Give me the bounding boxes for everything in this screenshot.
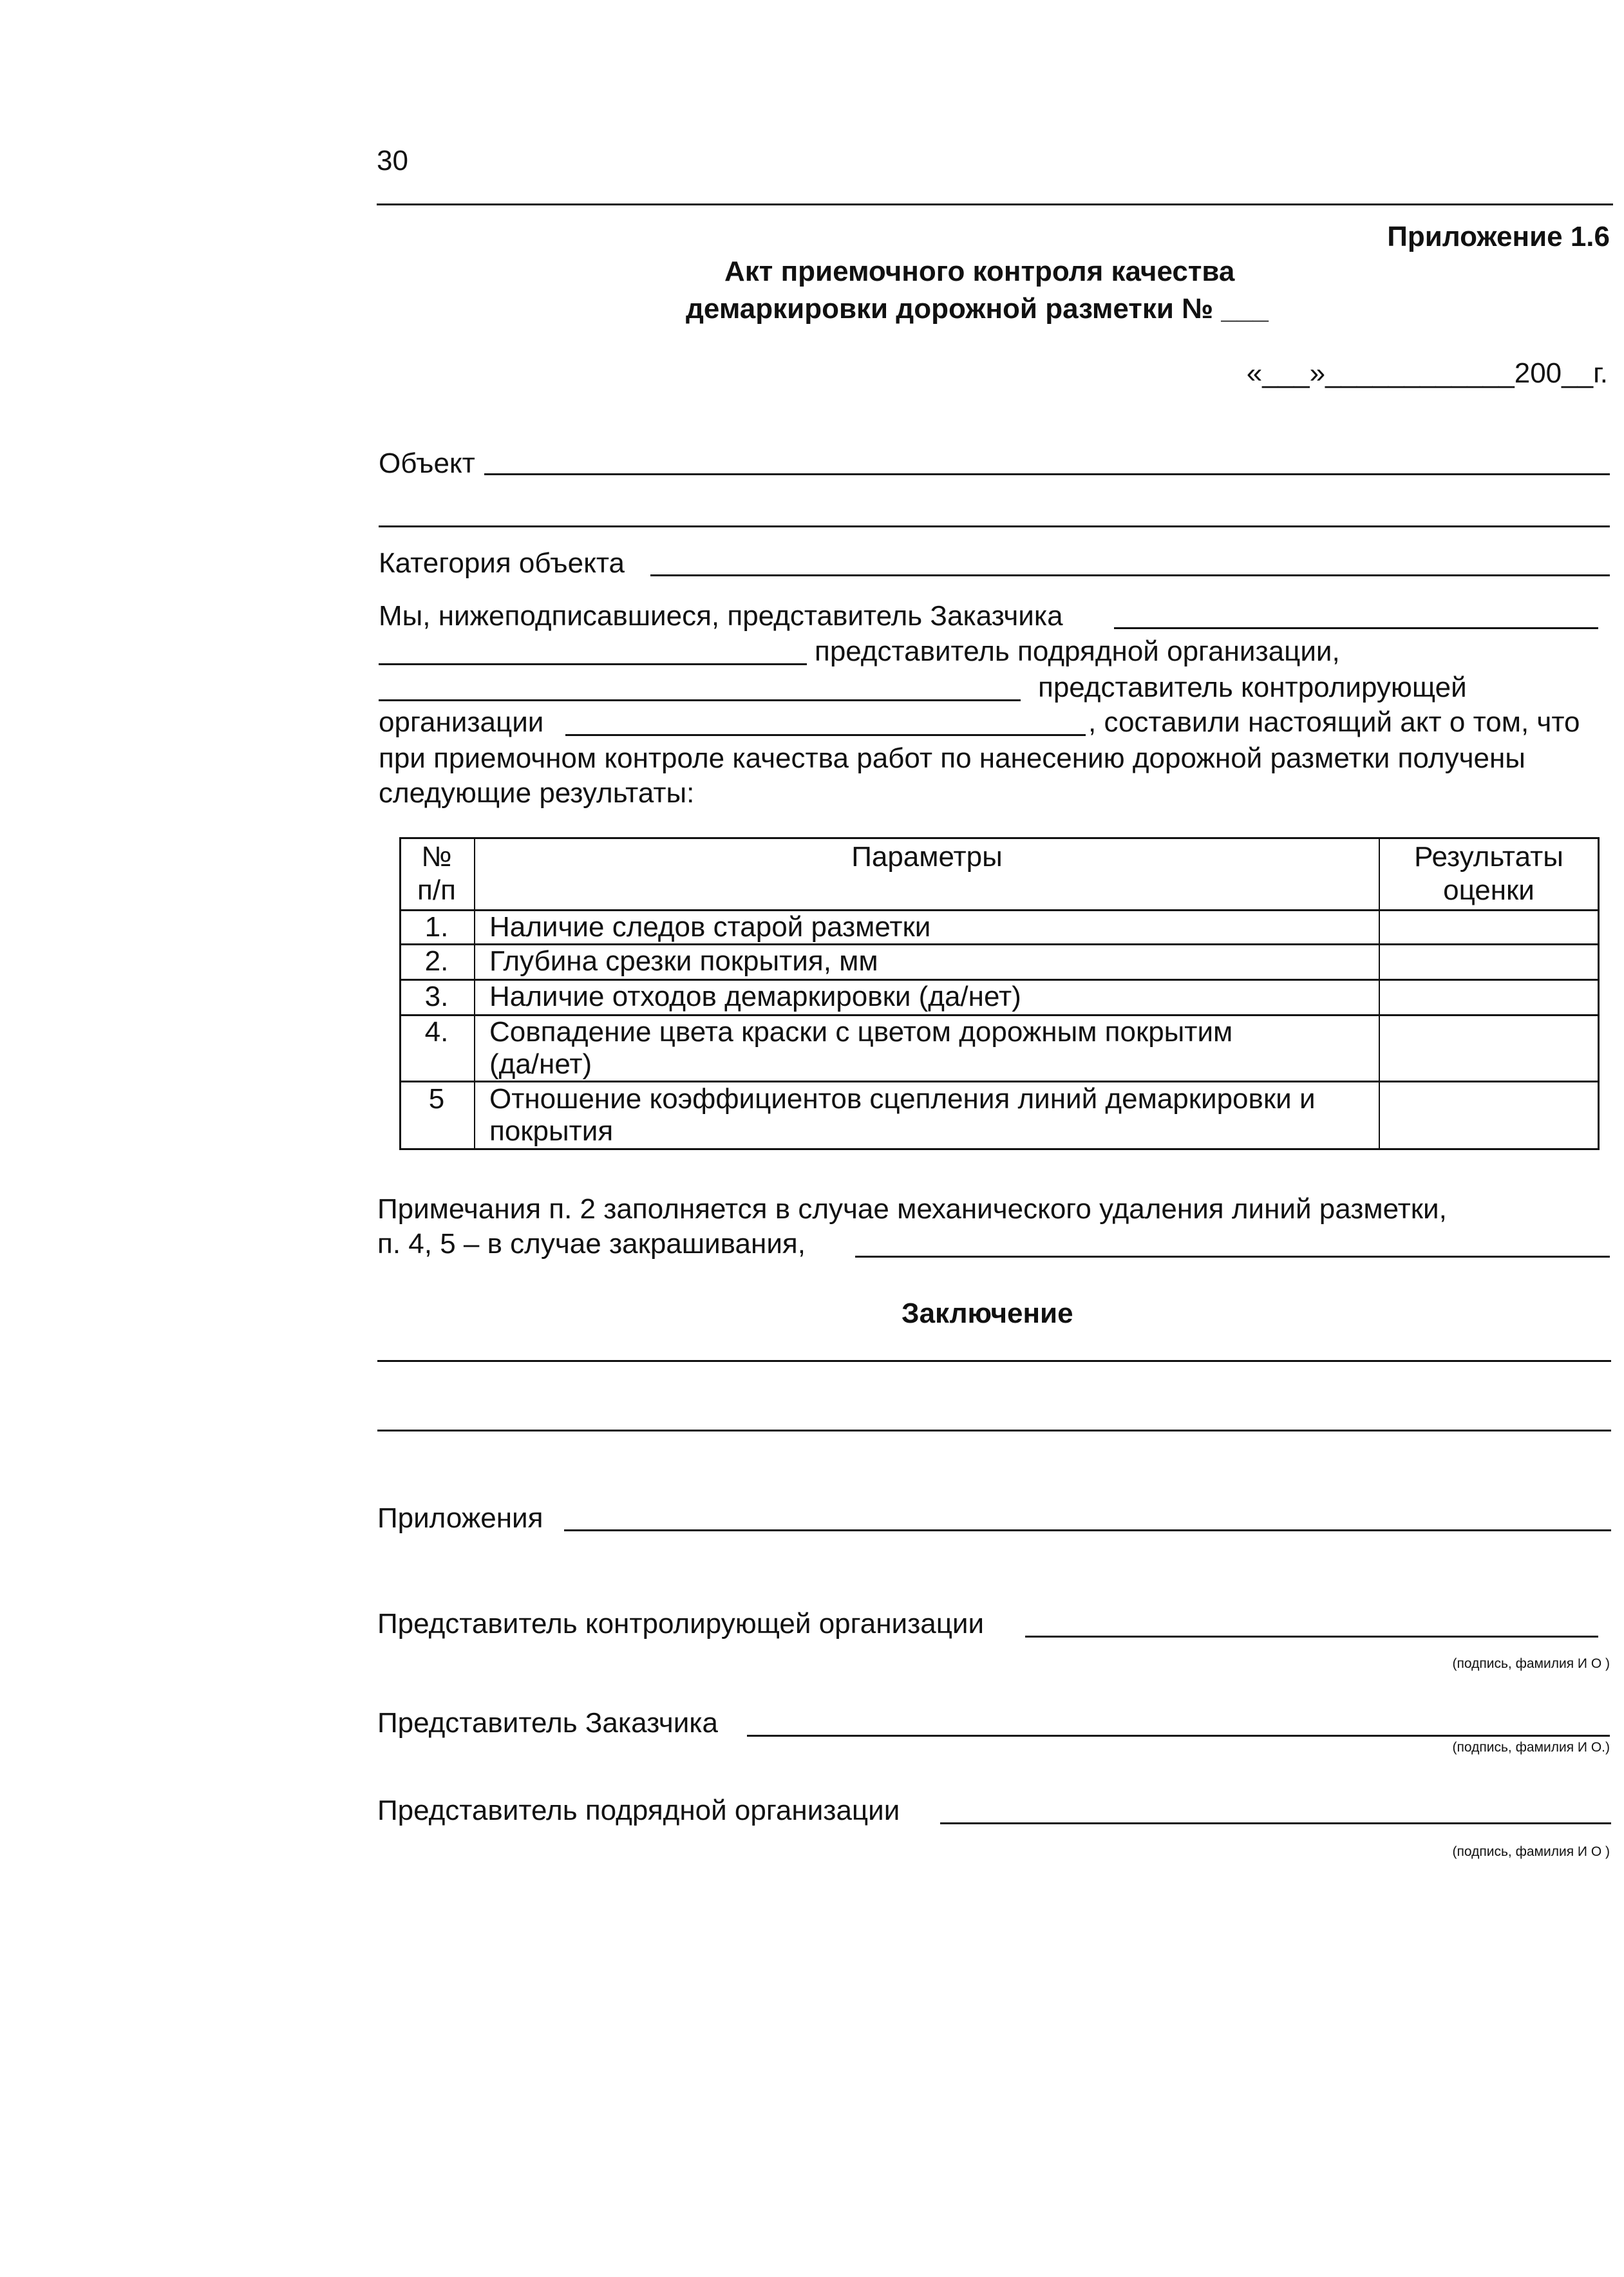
row-2-param: Глубина срезки покрытия, мм [489, 945, 878, 977]
doc-title-line1: Акт приемочного контроля качества [724, 256, 1235, 287]
row-4-num: 4. [424, 1016, 449, 1048]
attachments-label: Приложения [377, 1502, 543, 1534]
signature-customer-field[interactable] [747, 1735, 1610, 1737]
header-results-line2: оценки [1443, 874, 1534, 906]
table-border-top [399, 837, 1600, 839]
row-4-param-line2: (да/нет) [489, 1048, 592, 1080]
date-line: «___»____________200__г. [1246, 357, 1608, 389]
conclusion-field-line2[interactable] [377, 1430, 1611, 1431]
header-parameters: Параметры [851, 841, 1003, 873]
header-num-line1: № [421, 841, 452, 873]
notes-line2: п. 4, 5 – в случае закрашивания, [377, 1228, 806, 1260]
row-5-num: 5 [428, 1083, 445, 1115]
row-3-num: 3. [424, 981, 449, 1012]
row-5-param-line1: Отношение коэффициентов сцепления линий демаркировки и [489, 1083, 1316, 1115]
signature-contractor-label: Представитель подрядной организации [377, 1795, 900, 1826]
signature-contractor-field[interactable] [940, 1822, 1611, 1824]
contractor-rep-field[interactable] [379, 663, 807, 665]
row-5-param-line2: покрытия [489, 1115, 614, 1147]
results-intro-line1: при приемочном контроле качества работ по нанесению дорожной разметки получены [379, 742, 1525, 774]
object-field[interactable] [484, 473, 1610, 475]
table-border-right [1598, 837, 1600, 1150]
page-number: 30 [377, 145, 408, 176]
signature-contractor-hint: (подпись, фамилия И О ) [1452, 1844, 1610, 1859]
signature-customer-hint: (подпись, фамилия И О.) [1452, 1740, 1610, 1755]
row-4-param-line1: Совпадение цвета краски с цветом дорожным покрытим [489, 1016, 1233, 1048]
control-rep-field[interactable] [379, 699, 1021, 701]
organization-field[interactable] [565, 734, 1086, 736]
appendix-label: Приложение 1.6 [1387, 221, 1610, 252]
header-results-line1: Результаты [1414, 841, 1563, 873]
category-field[interactable] [650, 574, 1610, 576]
row-3-param: Наличие отходов демаркировки (да/нет) [489, 981, 1021, 1012]
contractor-rep-text: представитель подрядной организации, [815, 636, 1340, 667]
customer-rep-field[interactable] [1114, 627, 1598, 629]
doc-title-line2: демаркировки дорожной разметки № ___ [686, 293, 1269, 325]
row-2-num: 2. [424, 945, 449, 977]
control-rep-text: представитель контролирующей [1038, 672, 1467, 703]
table-col-divider [474, 837, 475, 1150]
header-num-line2: п/п [417, 874, 456, 906]
compiled-text: , составили настоящий акт о том, что [1088, 706, 1580, 738]
results-table [399, 837, 1600, 1150]
attachments-field[interactable] [564, 1529, 1611, 1531]
signature-control-org-label: Представитель контролирующей организации [377, 1608, 985, 1639]
signature-customer-label: Представитель Заказчика [377, 1707, 718, 1739]
category-label: Категория объекта [379, 547, 625, 579]
we-undersigned-text: Мы, нижеподписавшиеся, представитель Заказчика [379, 600, 1063, 632]
object-field-continuation[interactable] [379, 525, 1610, 527]
notes-field[interactable] [855, 1256, 1610, 1258]
results-intro-line2: следующие результаты: [379, 777, 695, 809]
conclusion-field-line1[interactable] [377, 1360, 1611, 1362]
signature-control-org-field[interactable] [1025, 1636, 1598, 1638]
row-1-param: Наличие следов старой разметки [489, 911, 931, 943]
header-rule [377, 203, 1613, 205]
organization-label: организации [379, 706, 544, 738]
row-1-num: 1. [424, 911, 449, 943]
conclusion-title: Заключение [902, 1298, 1073, 1329]
object-label: Объект [379, 448, 475, 479]
signature-control-org-hint: (подпись, фамилия И О ) [1452, 1656, 1610, 1671]
notes-line1: Примечания п. 2 заполняется в случае механического удаления линий разметки, [377, 1193, 1447, 1225]
